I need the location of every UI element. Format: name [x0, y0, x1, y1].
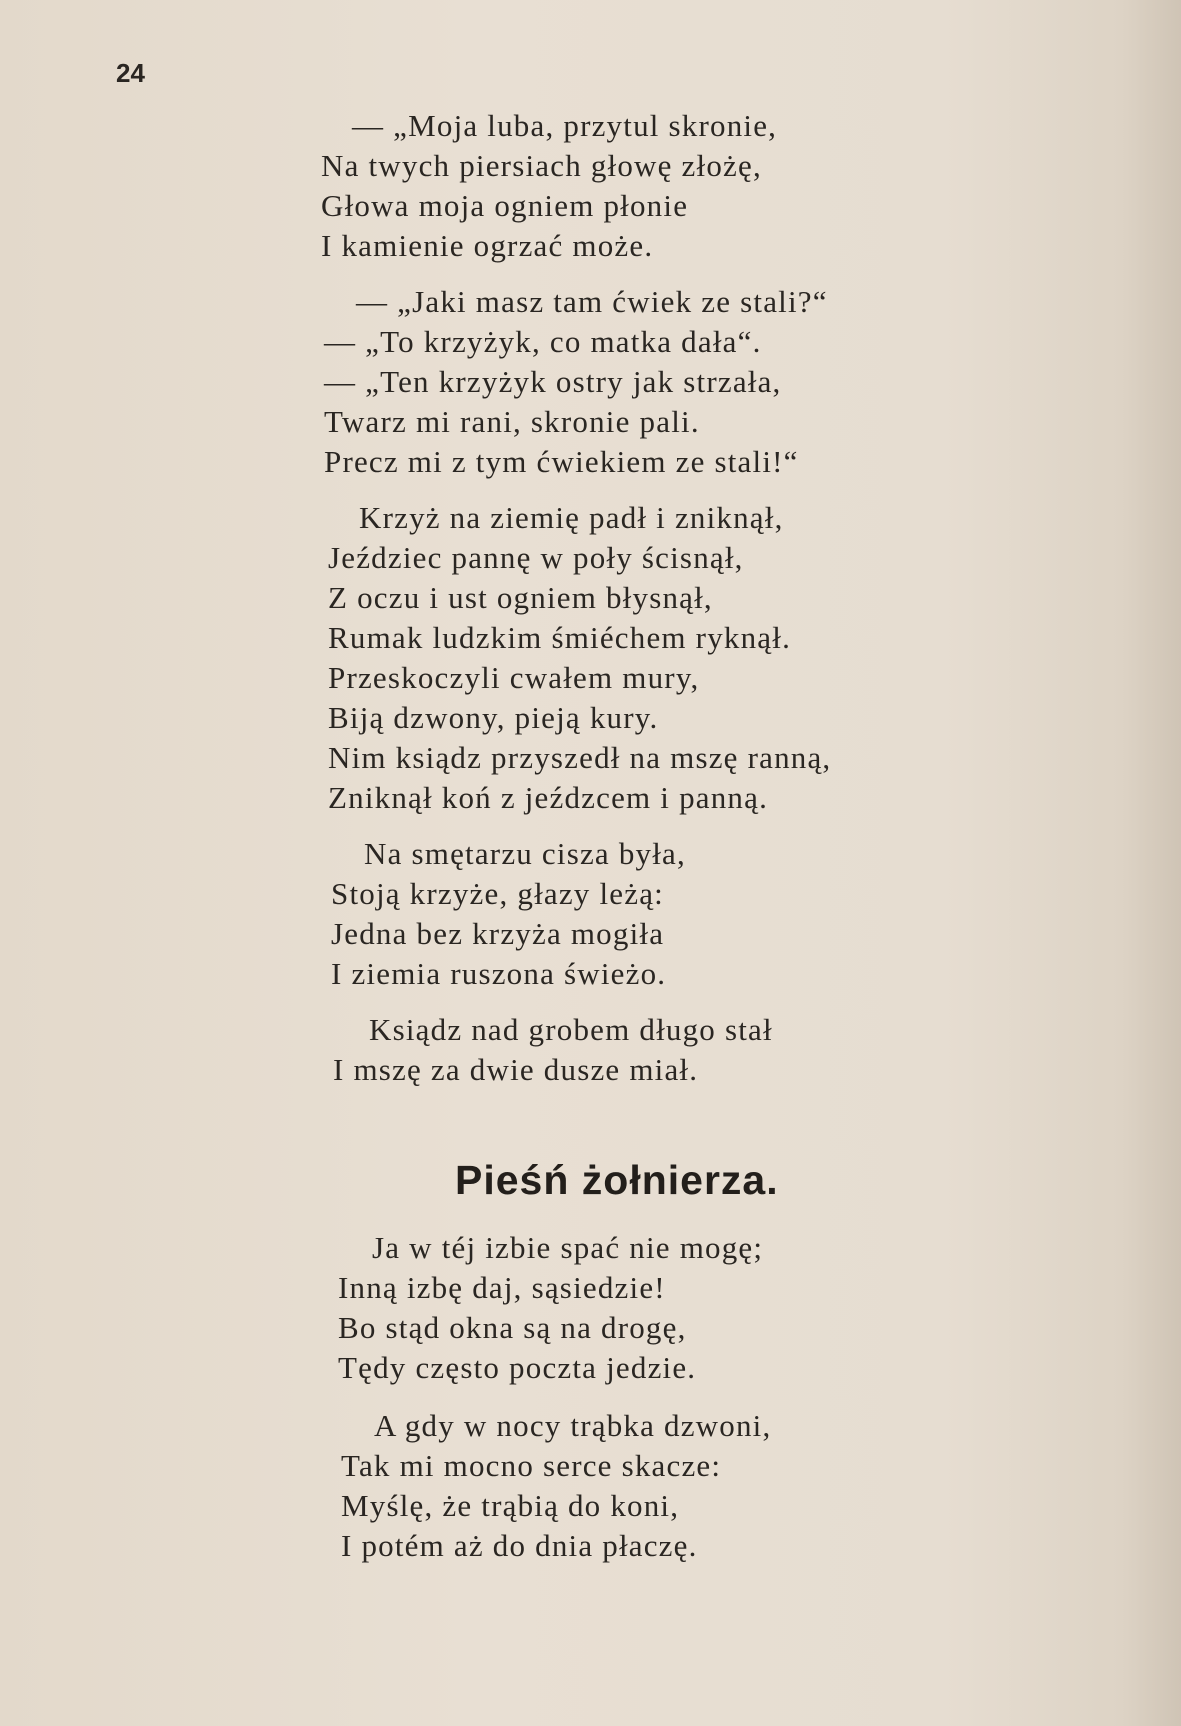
poem-line: Inną izbę daj, sąsiedzie! [338, 1270, 666, 1305]
poem-line: Nim ksiądz przyszedł na mszę ranną, [328, 740, 832, 775]
page-number: 24 [116, 58, 145, 88]
poem-line: I kamienie ogrzać może. [321, 228, 654, 263]
poem-line: Rumak ludzkim śmiéchem ryknął. [328, 620, 792, 655]
poem-line: A gdy w nocy trąbka dzwoni, [374, 1408, 772, 1443]
poem-line: Głowa moja ogniem płonie [321, 188, 689, 223]
poem-line: I mszę za dwie dusze miał. [333, 1052, 699, 1087]
poem-line: Tak mi mocno serce skacze: [341, 1448, 722, 1483]
poem-line: — „Moja luba, przytul skronie, [352, 108, 778, 143]
poem-line: Stoją krzyże, głazy leżą: [331, 876, 664, 911]
poem-line: Ksiądz nad grobem długo stał [369, 1012, 773, 1047]
poem-line: Jeździec pannę w poły ścisnął, [328, 540, 744, 575]
poem-line: Krzyż na ziemię padł i zniknął, [359, 500, 784, 535]
poem-line: I ziemia ruszona świeżo. [331, 956, 667, 991]
poem-line: Na smętarzu cisza była, [364, 836, 686, 871]
poem-line: Biją dzwony, pieją kury. [328, 700, 659, 735]
poem-line: Precz mi z tym ćwiekiem ze stali!“ [324, 444, 799, 479]
poem-line: Przeskoczyli cwałem mury, [328, 660, 700, 695]
poem-line: Z oczu i ust ogniem błysnął, [328, 580, 713, 615]
poem-line: — „To krzyżyk, co matka dała“. [324, 324, 762, 359]
poem-line: Jedna bez krzyża mogiła [331, 916, 665, 951]
poem-line: Bo stąd okna są na drogę, [338, 1310, 687, 1345]
poem-line: — „Ten krzyżyk ostry jak strzała, [324, 364, 782, 399]
poem-title: Pieśń żołnierza. [455, 1157, 779, 1203]
poem-line: Myślę, że trąbią do koni, [341, 1488, 680, 1523]
poem-line: Ja w téj izbie spać nie mogę; [372, 1230, 764, 1265]
poem-line: Na twych piersiach głowę złożę, [321, 148, 762, 183]
poem-line: Twarz mi rani, skronie pali. [324, 404, 700, 439]
poem-line: Tędy często poczta jedzie. [338, 1350, 697, 1385]
poem-line: I potém aż do dnia płaczę. [341, 1528, 698, 1563]
poem-line: Zniknął koń z jeźdzcem i panną. [328, 780, 769, 815]
poem-line: — „Jaki masz tam ćwiek ze stali?“ [356, 284, 828, 319]
